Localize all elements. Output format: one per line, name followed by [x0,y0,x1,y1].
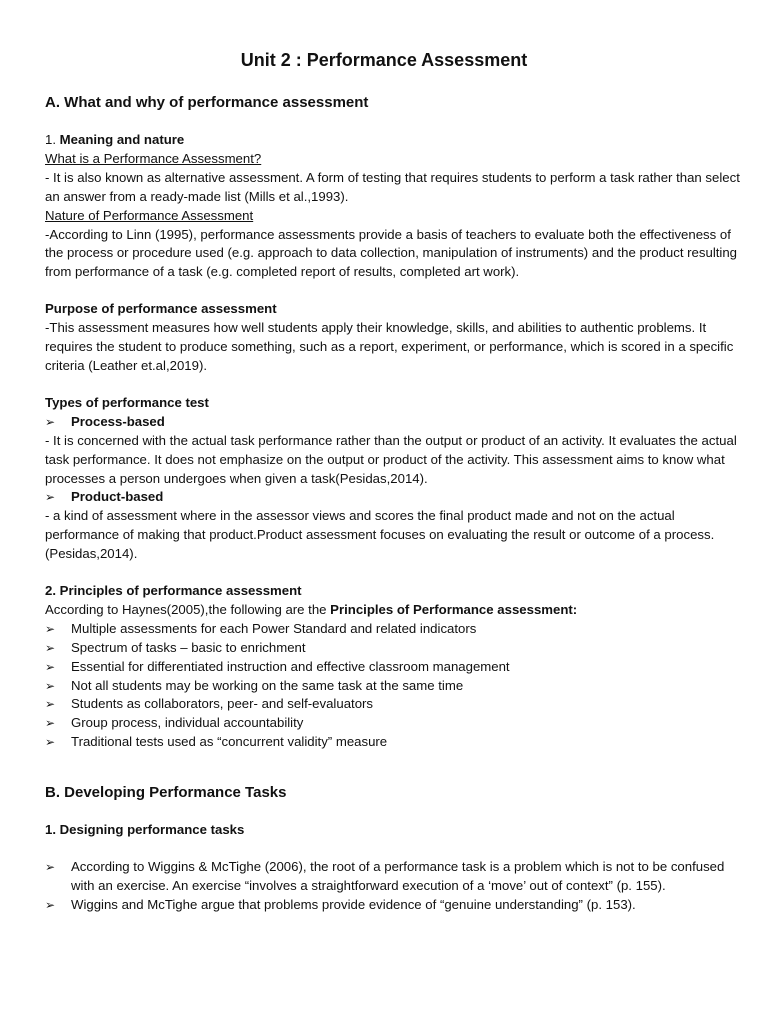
principle-text: Spectrum of tasks – basic to enrichment [71,639,306,655]
arrow-bullet-icon: ➢ [45,697,56,712]
principle-text: Students as collaborators, peer- and self-evaluators [71,696,374,712]
meaning-heading-text: Meaning and nature [59,132,185,147]
purpose-text: -This assessment measures how well students apply their knowledge, skills, and abilities to authentic problems. It requires the student to produce something, such as a report, experiment, or performance, which is scored in a specific criteria (Leather et.al,2019). [45,320,734,373]
list-item [45,677,745,696]
list-item [45,858,745,896]
section-a-heading: A. What and why of performance assessment [45,94,369,111]
purpose-heading: Purpose of performance assessment [45,301,277,317]
nature-of-pa-label: Nature of Performance Assessment [45,207,254,223]
product-based-text: - a kind of assessment where in the assessor views and scores the final product made and not on the actual performance of making that product.Product assessment focuses on evaluating the result or outcome of a process. (Pesidas,2014). [45,508,715,562]
arrow-bullet-icon: ➢ [45,640,56,655]
what-is-pa-text: - It is also known as alternative assessment. A form of testing that requires students to perform a task rather than select an answer from a ready-made list (Mills et al.,1993). [45,169,740,204]
arrow-bullet-icon: ➢ [45,897,56,912]
principle-text: Not all students may be working on the same task at the same time [71,677,464,693]
list-item [45,896,745,915]
principles-heading: 2. Principles of performance assessment [45,583,302,599]
arrow-bullet-icon: ➢ [45,659,56,674]
section-b-heading: B. Developing Performance Tasks [45,784,287,802]
arrow-bullet-icon: ➢ [45,735,56,750]
list-item [45,658,745,677]
process-based-label: Process-based [71,413,165,429]
arrow-bullet-icon: ➢ [45,414,56,429]
arrow-bullet-icon: ➢ [45,490,56,505]
arrow-bullet-icon: ➢ [45,716,56,731]
arrow-bullet-icon: ➢ [45,678,56,693]
principles-intro-prefix: According to Haynes(2005),the following are the [45,601,331,617]
arrow-bullet-icon: ➢ [45,621,56,636]
principles-list [45,620,745,752]
nature-of-pa-text: -According to Linn (1995), performance assessments provide a basis of teachers to evaluate both the effectiveness of the process or procedure used (e.g. approach to data collection, manipulation of instruments) and the product resulting from performance of a task (e.g. completed report of results, completed art work). [45,226,738,280]
designing-list [45,858,745,915]
product-based-item [45,488,745,507]
list-item [45,714,745,733]
principle-text: Group process, individual accountability [71,715,304,731]
what-is-pa-label: What is a Performance Assessment? [45,150,262,166]
list-item [45,733,745,752]
document-body [45,93,745,915]
process-based-item [45,413,745,432]
arrow-bullet-icon: ➢ [45,860,56,875]
list-item [45,695,745,714]
designing-text: Wiggins and McTighe argue that problems provide evidence of “genuine understanding” (p. 153). [71,896,636,912]
principle-text: Multiple assessments for each Power Standard and related indicators [71,620,477,636]
list-item [45,639,745,658]
process-based-text: - It is concerned with the actual task performance rather than the output or product of an activity. It evaluates the actual task performance. It does not emphasize on the output or product of the activity. This assessment aims to know what processes a person undergoes when given a task(Pesidas,2014). [45,432,737,486]
meaning-heading [45,131,745,150]
designing-heading: 1. Designing performance tasks [45,822,245,838]
principles-intro [45,601,745,620]
types-heading: Types of performance test [45,394,209,410]
designing-text: According to Wiggins & McTighe (2006), the root of a performance task is a problem which is not to be confused with an exercise. An exercise “involves a straightforward execution of a ‘move’ out of context” (p. 155). [71,859,725,893]
principle-text: Essential for differentiated instruction and effective classroom management [71,658,510,674]
principle-text: Traditional tests used as “concurrent validity” measure [71,734,388,750]
list-item [45,620,745,639]
principles-intro-bold: Principles of Performance assessment: [330,601,578,617]
document-title: Unit 2 : Performance Assessment [240,50,528,70]
meaning-heading-number: 1. [45,132,60,147]
product-based-label: Product-based [71,489,164,505]
